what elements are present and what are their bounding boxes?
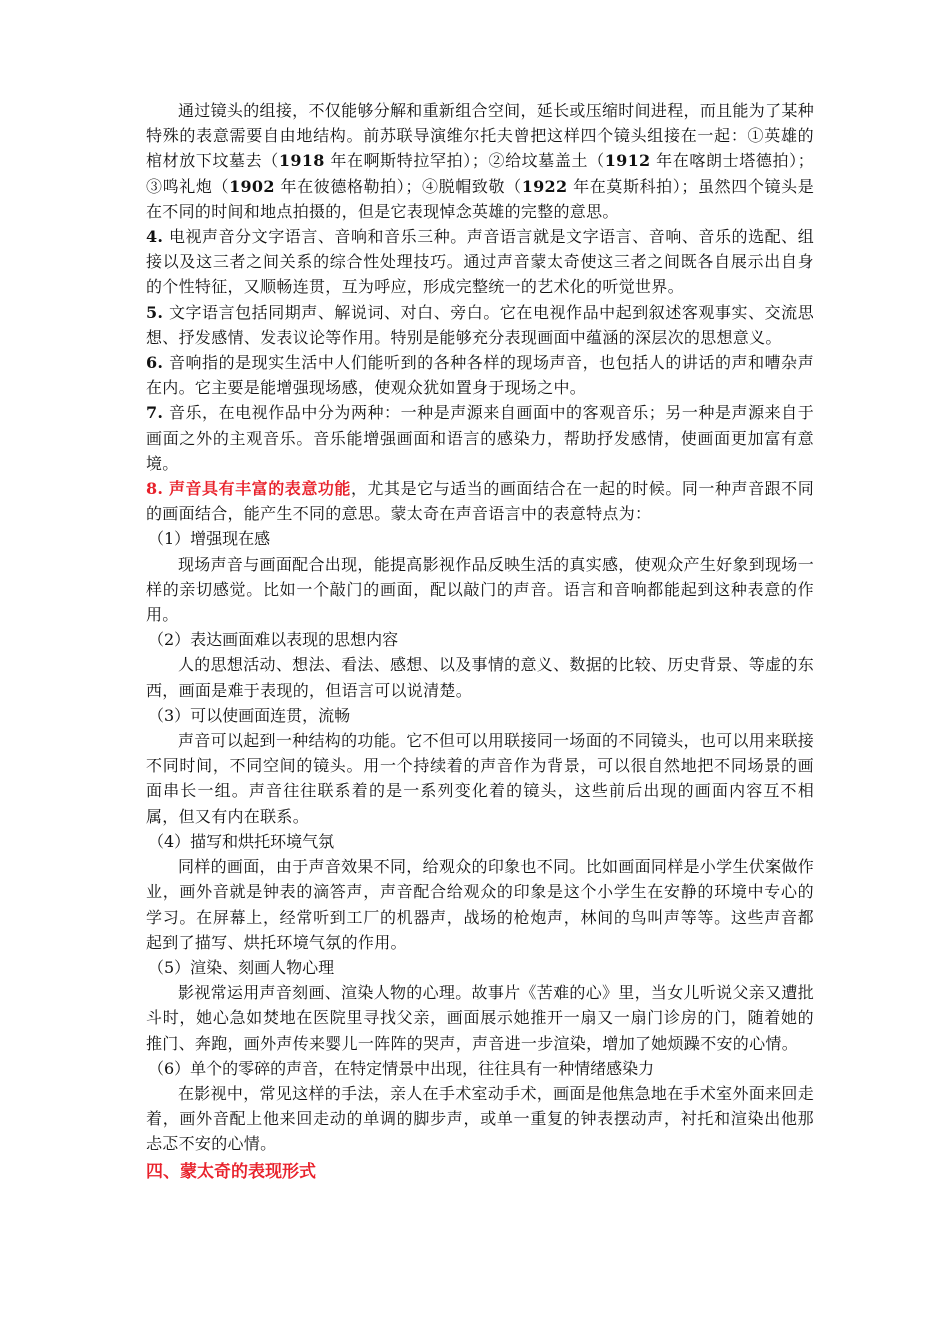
subsection-4-heading: （4）描写和烘托环境气氛 (148, 831, 335, 851)
subsection-5-heading: （5）渲染、刻画人物心理 (148, 957, 335, 977)
item-8-paragraph: 8. 声音具有丰富的表意功能，尤其是它与适当的画面结合在一起的时候。同一种声音跟不同的画面结合，能产生不同的意思。蒙太奇在声音语言中的表意特点为： (146, 479, 815, 524)
subsection-2-heading: （2）表达画面难以表现的思想内容 (148, 630, 399, 650)
item-8-highlight: 声音具有丰富的表意功能 (168, 479, 351, 499)
item-8-number: 8. (146, 479, 164, 499)
subsection-1-body: 现场声音与画面配合出现，能提高影视作品反映生活的真实感，使观众产生好象到现场一样的亲切感觉。比如一个敲门的画面，配以敲门的声音。语言和音响都能起到这种表意的作用。 (146, 554, 814, 625)
item-7-paragraph: 7. 音乐，在电视作品中分为两种：一种是声源来自画面中的客观音乐；另一种是声源来自于画面之外的主观音乐。音乐能增强画面和语言的感染力，帮助抒发感情，使画面更加富有意境。 (146, 403, 815, 473)
subsection-6-body: 在影视中，常见这样的手法，亲人在手术室动手术，画面是他焦急地在手术室外面来回走着，画外音配上他来回走动的单调的脚步声，或单一重复的钟表摆动声，衬托和渲染出他那忐忑不安的心情。 (146, 1083, 814, 1154)
intro-paragraph: 通过镜头的组接，不仅能够分解和重新组合空间，延长或压缩时间进程，而且能为了某种特殊的表意需要自由地结构。前苏联导演维尔托夫曾把这样四个镜头组接在一起：①英雄的棺材放下坟墓去（1918 年在啊斯特拉罕拍）；②给坟墓盖土（1912 年在喀朗士塔德拍）；③鸣礼炮（1902 年在彼德格勒拍）；④脱帽致敬（1922 年在莫斯科拍）；虽然四个镜头是在不同的时间和地点拍摄的，但是它表现悼念英雄的完整的意思。 (146, 101, 814, 221)
subsection-5-body: 影视常运用声音刻画、渲染人物的心理。故事片《苦难的心》里，当女儿听说父亲又遭批斗时，她心急如焚地在医院里寻找父亲，画面展示她推开一扇又一扇门诊房的门，随着她的推门、奔跑，画外声传来婴儿一阵阵的哭声，声音进一步渲染，增加了她烦躁不安的心情。 (146, 983, 814, 1053)
subsection-1-heading: （1）增强现在感 (148, 529, 271, 549)
item-4-paragraph: 4. 电视声音分文字语言、音响和音乐三种。声音语言就是文字语言、音响、音乐的选配、组接以及这三者之间关系的综合性处理技巧。通过声音蒙太奇使这三者之间既各自展示出自身的个性特征，又顺畅连贯，互为呼应，形成完整统一的艺术化的听觉世界。 (146, 227, 815, 297)
subsection-6-heading: （6）单个的零碎的声音，在特定情景中出现，往往具有一种情绪感染力 (148, 1058, 655, 1078)
section-heading: 四、蒙太奇的表现形式 (146, 1161, 316, 1182)
subsection-3-heading: （3）可以使画面连贯，流畅 (148, 705, 351, 725)
subsection-2-body: 人的思想活动、想法、看法、感想、以及事情的意义、数据的比较、历史背景、等虚的东西，画面是难于表现的，但语言可以说清楚。 (146, 655, 814, 700)
item-6-paragraph: 6. 音响指的是现实生活中人们能听到的各种各样的现场声音，也包括人的讲话的声和嘈杂声在内。它主要是能增强现场感，使观众犹如置身于现场之中。 (146, 353, 815, 398)
document-page (146, 98, 814, 1185)
subsection-3-body: 声音可以起到一种结构的功能。它不但可以用联接同一场面的不同镜头，也可以用来联接不同时间，不同空间的镜头。用一个持续着的声音作为背景，可以很自然地把不同场景的画面串长一组。声音往往联系着的是一系列变化着的镜头，这些前后出现的画面内容互不相属，但又有内在联系。 (146, 731, 814, 826)
item-5-paragraph: 5. 文字语言包括同期声、解说词、对白、旁白。它在电视作品中起到叙述客观事实、交流思想、抒发感情、发表议论等作用。特别是能够充分表现画面中蕴涵的深层次的思想意义。 (146, 302, 815, 347)
subsection-4-body: 同样的画面，由于声音效果不同，给观众的印象也不同。比如画面同样是小学生伏案做作业，画外音就是钟表的滴答声，声音配合给观众的印象是这个小学生在安静的环境中专心的学习。在屏幕上，经常听到工厂的机器声，战场的枪炮声，林间的鸟叫声等等。这些声音都起到了描写、烘托环境气氛的作用。 (146, 857, 814, 952)
